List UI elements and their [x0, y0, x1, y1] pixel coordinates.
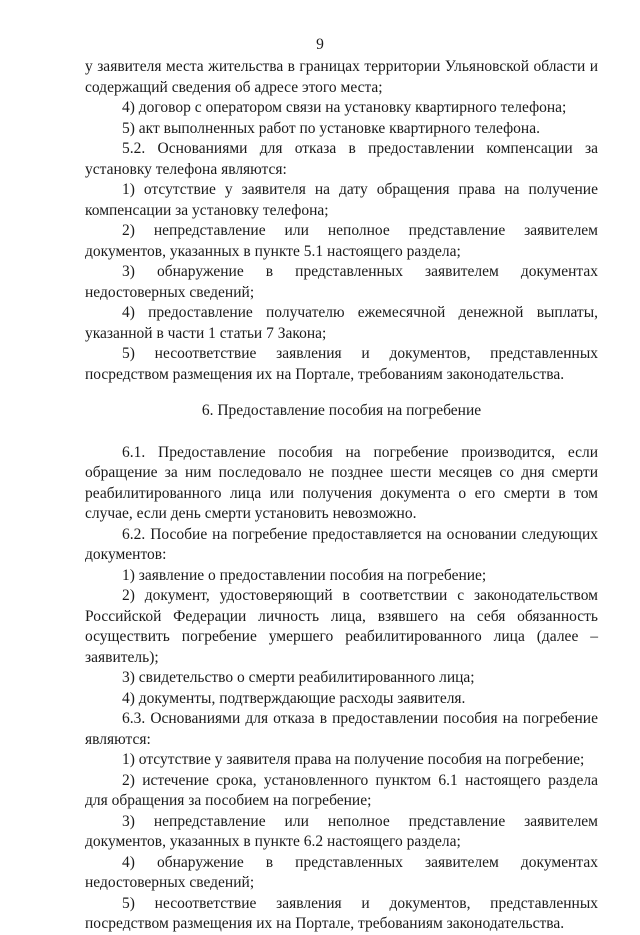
paragraph: 1) отсутствие у заявителя права на получение пособия на погребение; [122, 751, 585, 768]
document-body [85, 57, 598, 935]
paragraph: 4) обнаружение в представленных заявителем документах недостоверных сведений; [85, 853, 598, 891]
paragraph: 2) непредставление или неполное представление заявителем документов, указанных в пункте 5.1 настоящего раздела; [85, 222, 598, 260]
paragraph: 4) предоставление получателю ежемесячной денежной выплаты, указанной в части 1 статьи 7 Закона; [85, 304, 598, 342]
paragraph: 4) документы, подтверждающие расходы заявителя. [122, 689, 466, 707]
paragraph: 2) документ, удостоверяющий в соответствии с законодательством Российской Федерации личность лица, взявшего на себя обязанность осуществить погребение умершего реабилитированного лица (далее – заявитель); [85, 587, 598, 666]
page-number: 9 [316, 36, 324, 53]
paragraph: 1) отсутствие у заявителя на дату обращения права на получение компенсации за установку телефона; [85, 181, 598, 219]
paragraph: 2) истечение срока, установленного пунктом 6.1 настоящего раздела для обращения за пособием на погребение; [85, 771, 598, 809]
paragraph: 1) заявление о предоставлении пособия на погребение; [122, 566, 487, 584]
paragraph: 4) договор с оператором связи на установку квартирного телефона; [122, 99, 567, 116]
paragraph: 6.3. Основаниями для отказа в предоставлении пособия на погребение являются: [85, 710, 598, 748]
paragraph: 3) непредставление или неполное представление заявителем документов, указанных в пункте 6.2 настоящего раздела; [85, 812, 598, 850]
paragraph: 3) обнаружение в представленных заявителем документах недостоверных сведений; [85, 263, 598, 301]
paragraph: 5) акт выполненных работ по установке квартирного телефона. [122, 119, 540, 137]
paragraph: у заявителя места жительства в границах территории Ульяновской области и содержащий сведения об адресе этого места; [85, 58, 598, 96]
paragraph: 5) несоответствие заявления и документов, представленных посредством размещения их на Портале, требованиям законодательства. [85, 894, 598, 932]
paragraph: 5.2. Основаниями для отказа в предоставлении компенсации за установку телефона являются: [85, 140, 598, 178]
section-heading: 6. Предоставление пособия на погребение [201, 402, 482, 419]
paragraph: 6.2. Пособие на погребение предоставляется на основании следующих документов: [85, 525, 598, 563]
paragraph: 6.1. Предоставление пособия на погребение производится, если обращение за ним последовало не позднее шести месяцев со дня смерти реабилитированного лица или получения документа о его смерти в том случае, если день смерти установить невозможно. [85, 443, 598, 522]
paragraph: 3) свидетельство о смерти реабилитированного лица; [122, 669, 475, 686]
paragraph: 5) несоответствие заявления и документов, представленных посредством размещения их на Портале, требованиям законодательства. [85, 345, 598, 383]
